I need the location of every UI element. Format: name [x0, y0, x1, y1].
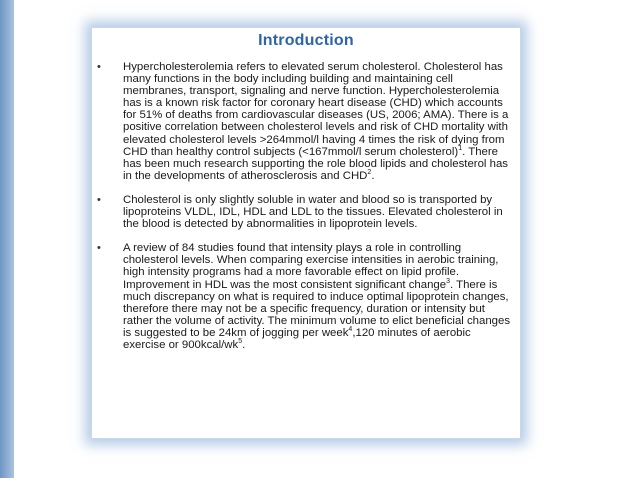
slide-title: Introduction: [258, 32, 354, 49]
bullet-icon: •: [97, 61, 101, 73]
bullet-icon: •: [97, 242, 101, 255]
bullet-item-lipoprotein-transport: [92, 194, 520, 230]
bullet-text: Hypercholesterolemia refers to elevated serum cholesterol. Cholesterol has many functions in the body including building and maintaining cell membranes, transport, signaling and nerve function. Hypercholesterolemia has is a known risk factor for coronary heart disease (CHD) which accounts for 51% of deaths from cardiovascular diseases (US, 2006; AMA). There is a positive correlation between cholesterol levels and risk of CHD mortality with elevated cholesterol levels >264mmol/l having 4 times the risk of dying from CHD than healthy control subjects (<167mmol/l serum cholesterol)$^1$. There has been much research supporting the role blood lipids and cholesterol has in the developments of atherosclerosis and CHD$^2$.: [123, 61, 509, 182]
bullet-text: Cholesterol is only slightly soluble in water and blood so is transported by lipoproteins VLDL, IDL, HDL and LDL to the tissues. Elevated cholesterol in the blood is detected by abnormalities in lipoprotein levels.: [123, 193, 503, 231]
reference-superscript: 4: [348, 326, 353, 334]
bullet-item-exercise-intensity: [92, 242, 520, 351]
reference-superscript: 3: [446, 277, 451, 285]
reference-superscript: 1: [458, 144, 463, 152]
reference-superscript: 2: [367, 169, 372, 177]
reference-superscript: 5: [238, 338, 243, 346]
bullet-item-cholesterol-overview: [92, 61, 520, 182]
left-accent-bar: [0, 0, 14, 478]
bullet-icon: •: [97, 193, 101, 206]
content-card: [91, 27, 521, 439]
bullet-list: [92, 61, 520, 363]
bullet-text: A review of 84 studies found that intensity plays a role in controlling cholesterol levels. When comparing exercise intensities in aerobic training, high intensity programs had a more favorable effect on lipid profile. Improvement in HDL was the most consistent significant change$^3$. There is much discrepancy on what is required to induce optimal lipoprotein changes, therefore there may not be a specific frequency, duration or intensity but rather the volume of activity. The minimum volume to elict beneficial changes is suggested to be 24km of jogging per week$^4$,120 minutes of aerobic exercise or $900kcal/wk^5$.: [123, 242, 511, 351]
